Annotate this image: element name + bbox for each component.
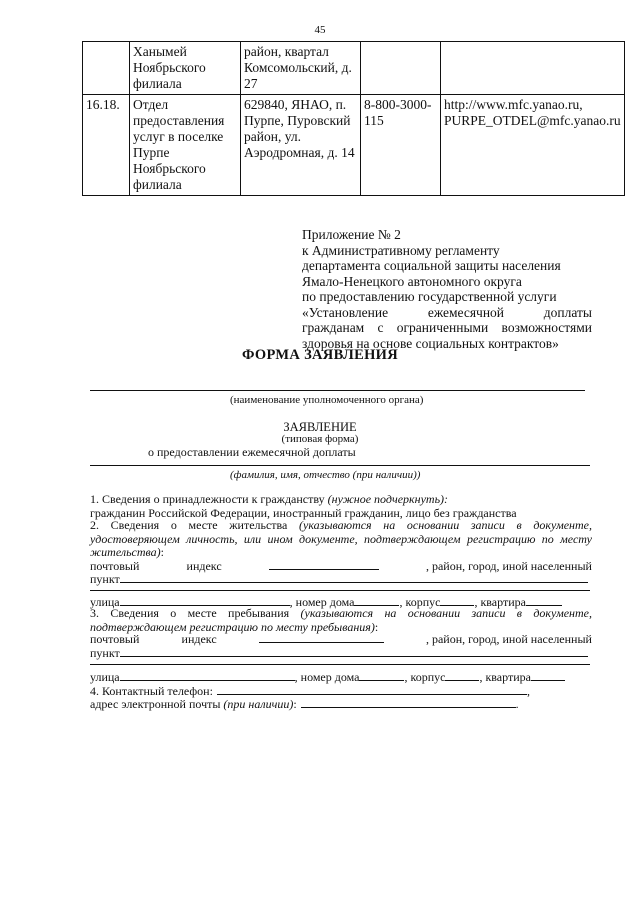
korpus-label: , корпус — [399, 595, 441, 609]
appendix-line: Приложение № 2 — [302, 227, 401, 242]
stay-street-row — [90, 670, 592, 685]
organ-name-caption: (наименование уполномоченного органа) — [230, 394, 424, 406]
email-field[interactable] — [301, 697, 516, 708]
document-subtitle: (типовая форма) — [281, 433, 359, 445]
colon: : — [293, 697, 297, 711]
section-heading: 2. Сведения о месте жительства — [90, 518, 288, 532]
kvartira-label: , квартира — [479, 670, 531, 684]
residence-punkt-row — [90, 572, 592, 587]
punkt-field[interactable] — [120, 646, 588, 657]
email-note: (при наличии) — [223, 697, 294, 711]
organ-name-field[interactable] — [90, 390, 585, 391]
korpus-field[interactable] — [440, 595, 474, 606]
appendix-line: «Установление ежемесячной доплаты — [302, 304, 592, 320]
email-row: адрес электронной почты (при наличии): . — [90, 697, 519, 711]
section-note: (указываются на основании записи в документе, подтверждающем регистрацию по месту пребывания) — [90, 606, 593, 634]
office-contacts: http://www.mfc.yanao.ru, PURPE_OTDEL@mfc.yanao.ru — [441, 95, 625, 196]
section-heading: 1. Сведения о принадлежности к гражданству — [90, 492, 325, 506]
citizenship-options[interactable]: гражданин Российской Федерации, иностранный гражданин, лицо без гражданства — [90, 505, 517, 520]
kvartira-field[interactable] — [526, 595, 562, 606]
postal-label: , район, город, иной населенный — [425, 559, 592, 573]
house-field[interactable] — [354, 595, 399, 606]
table-row — [83, 95, 625, 196]
email-label: адрес электронной почты — [90, 697, 221, 711]
postal-label: почтовый — [90, 559, 140, 573]
punkt-field[interactable] — [120, 572, 588, 583]
postal-index-field[interactable] — [269, 559, 379, 570]
appendix-line: здоровья на основе социальных контрактов» — [302, 335, 559, 351]
colon: : — [160, 545, 165, 559]
row-number: 16.18. — [83, 95, 130, 196]
page-number: 45 — [314, 24, 326, 36]
street-label: улица — [90, 595, 120, 609]
form-title: ФОРМА ЗАЯВЛЕНИЯ — [242, 347, 398, 363]
fio-field[interactable] — [90, 465, 590, 466]
phone-row: 4. Контактный телефон: , — [90, 684, 530, 698]
section-note: (нужное подчеркнуть): — [327, 492, 449, 506]
document-title: ЗАЯВЛЕНИЕ — [283, 420, 357, 434]
office-name: Ханымей Ноябрьского филиала — [130, 42, 241, 95]
section-residence — [90, 519, 592, 560]
appendix-line: Ямало-Ненецкого автономного округа — [302, 273, 522, 289]
office-address: 629840, ЯНАО, п. Пурпе, Пуровский район, ул. Аэродромная, д. 14 — [241, 95, 361, 196]
stay-postal-row — [90, 632, 592, 647]
kvartira-field[interactable] — [531, 670, 565, 681]
section-note: (указываются на основании записи в документе, удостоверяющем личность, или ином документе, подтверждающем регистрацию по месту жительства) — [90, 518, 593, 559]
punkt-label: пункт — [90, 572, 120, 586]
office-name: Отдел предоставления услуг в поселке Пурпе Ноябрьского филиала — [130, 95, 241, 196]
korpus-label: , корпус — [404, 670, 446, 684]
row-number — [83, 42, 130, 95]
street-field[interactable] — [120, 670, 295, 681]
stay-punkt-row — [90, 646, 592, 661]
offices-table — [82, 41, 625, 196]
phone-field[interactable] — [217, 684, 527, 695]
office-phone — [361, 42, 441, 95]
fio-caption: (фамилия, имя, отчество (при наличии)) — [230, 469, 421, 481]
street-label: улица — [90, 670, 120, 684]
postal-index-field[interactable] — [259, 632, 384, 643]
office-phone: 8-800-3000-115 — [361, 95, 441, 196]
postal-label: почтовый — [90, 632, 140, 646]
phone-label: 4. Контактный телефон: — [90, 684, 213, 698]
appendix-line: по предоставлению государственной услуги — [302, 289, 557, 304]
office-address: район, квартал Комсомольский, д. 27 — [241, 42, 361, 95]
colon: : — [374, 619, 379, 634]
kvartira-label: , квартира — [474, 595, 526, 609]
appendix-line: гражданам с ограниченными возможностями — [302, 320, 592, 335]
table-row — [83, 42, 625, 95]
section-citizenship — [90, 493, 592, 520]
house-label: , номер дома — [289, 595, 355, 609]
section-stay — [90, 607, 592, 634]
appendix-line: к Административному регламенту — [302, 242, 500, 258]
postal-label: индекс — [186, 559, 222, 573]
document-about: о предоставлении ежемесячной доплаты — [148, 445, 356, 459]
address-extra-field[interactable] — [90, 664, 590, 665]
postal-label: индекс — [181, 632, 217, 646]
address-extra-field[interactable] — [90, 590, 590, 591]
appendix-header — [302, 227, 592, 351]
street-field[interactable] — [120, 595, 290, 606]
postal-label: , район, город, иной населенный — [425, 632, 592, 646]
office-contacts — [441, 42, 625, 95]
section-heading: 3. Сведения о месте пребывания — [90, 606, 290, 620]
house-label: , номер дома — [294, 670, 360, 684]
appendix-line: департамента социальной защиты населения — [302, 258, 561, 273]
korpus-field[interactable] — [445, 670, 479, 681]
punkt-label: пункт — [90, 646, 120, 660]
house-field[interactable] — [359, 670, 404, 681]
